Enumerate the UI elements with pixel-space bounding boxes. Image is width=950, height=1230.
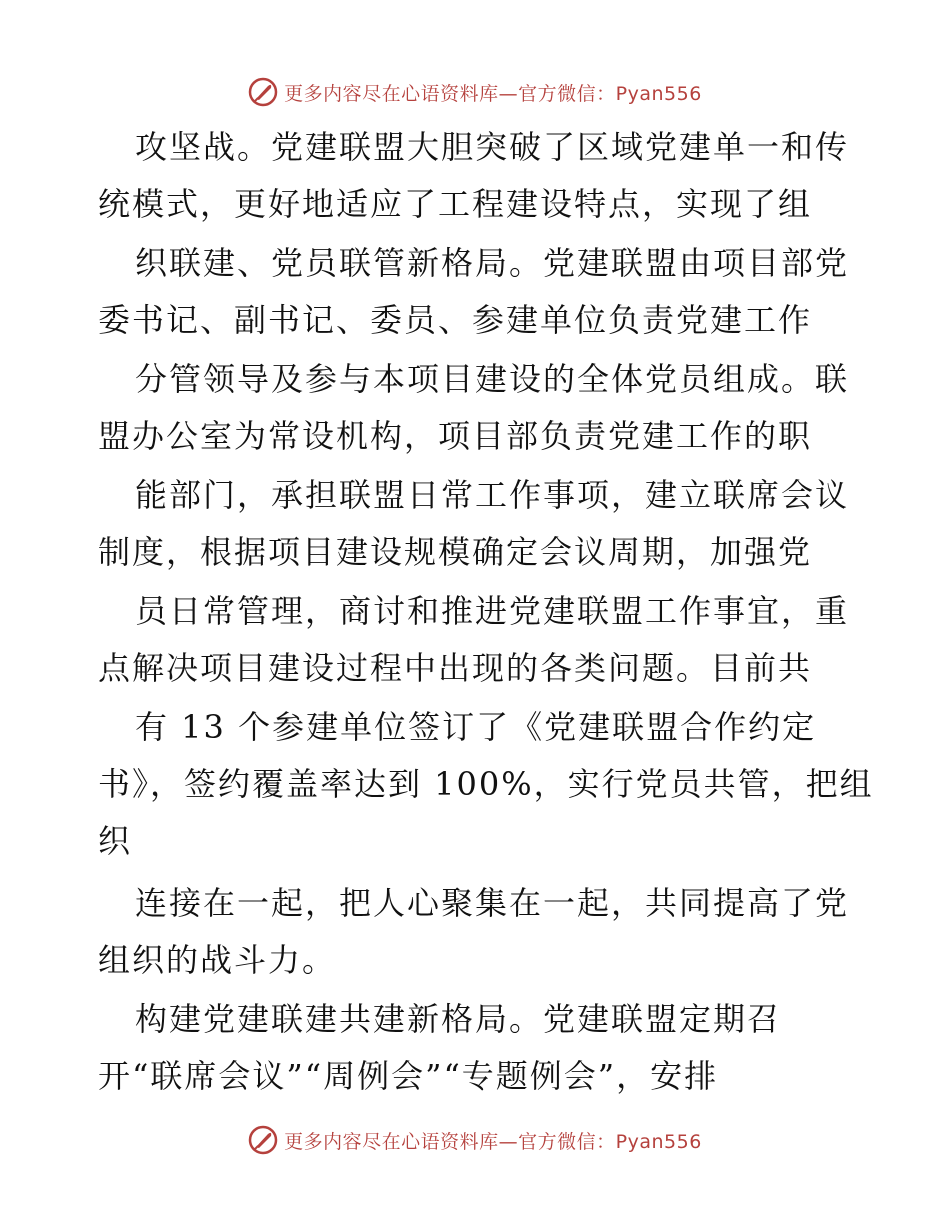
body-line: 有 13 个参建单位签订了《党建联盟合作约定: [135, 708, 817, 746]
watermark-text: 更多内容尽在心语资料库—官方微信：Pyan556: [284, 1130, 702, 1153]
body-line: 开“联席会议”“周例会”“专题例会”，安排: [98, 1057, 719, 1095]
body-line: 组织的战斗力。: [98, 941, 337, 979]
body-line: 能部门，承担联盟日常工作事项，建立联席会议: [135, 476, 850, 514]
body-line: 织: [98, 822, 133, 860]
watermark-text: 更多内容尽在心语资料库—官方微信：Pyan556: [284, 82, 702, 105]
body-line: 委书记、副书记、委员、参建单位负责党建工作: [98, 301, 813, 339]
body-line: 连接在一起，把人心聚集在一起，共同提高了党: [135, 884, 850, 922]
body-line: 盟办公室为常设机构，项目部负责党建工作的职: [98, 417, 813, 455]
body-line: 织联建、党员联管新格局。党建联盟由项目部党: [135, 244, 850, 282]
quill-pen-logo-icon: [248, 1125, 278, 1155]
body-line: 点解决项目建设过程中出现的各类问题。目前共: [98, 649, 813, 687]
body-line: 员日常管理，商讨和推进党建联盟工作事宜，重: [135, 592, 850, 630]
body-line: 构建党建联建共建新格局。党建联盟定期召: [135, 1000, 782, 1038]
body-line: 制度，根据项目建设规模确定会议周期，加强党: [98, 533, 813, 571]
body-line: 分管领导及参与本项目建设的全体党员组成。联: [135, 360, 850, 398]
footer-watermark: [0, 1120, 950, 1160]
body-line: 统模式，更好地适应了工程建设特点，实现了组: [98, 185, 813, 223]
body-line: 书》，签约覆盖率达到 100%，实行党员共管，把组: [98, 765, 874, 803]
body-line: 攻坚战。党建联盟大胆突破了区域党建单一和传: [135, 128, 850, 166]
